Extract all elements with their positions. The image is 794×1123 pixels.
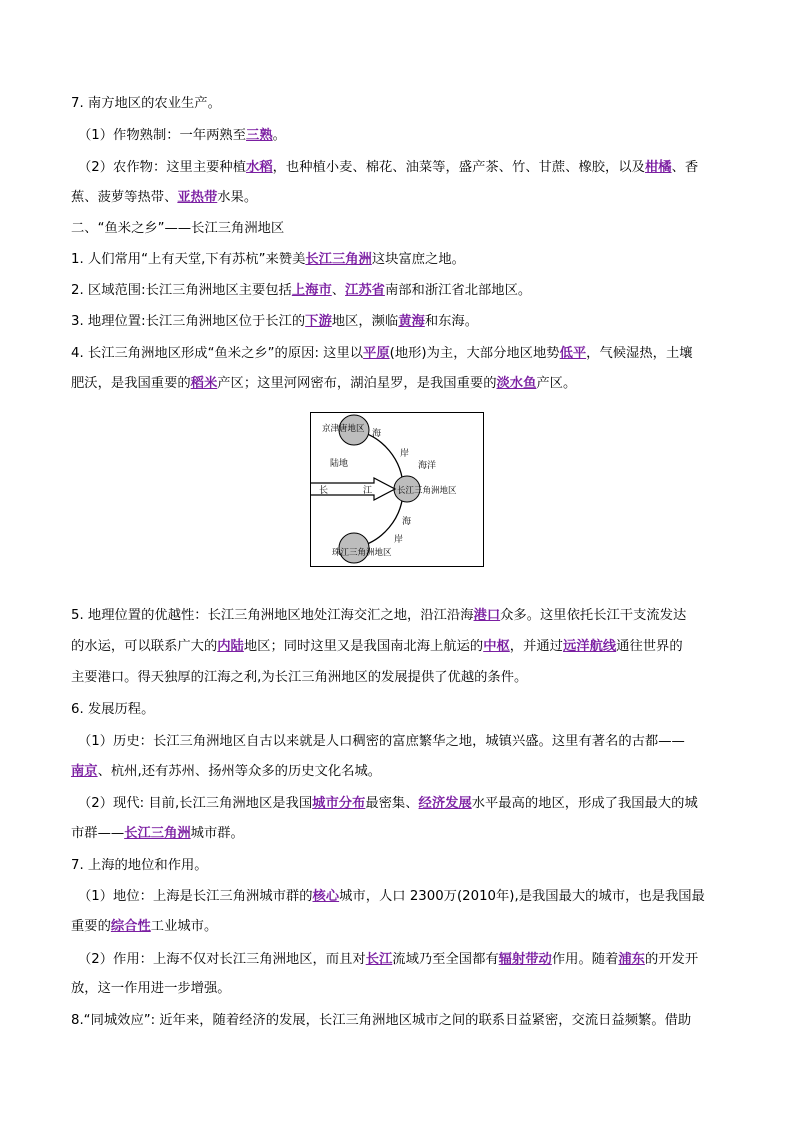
text-segment: 的开发开: [644, 952, 699, 967]
label-ocean: 海洋: [418, 461, 437, 471]
text-line: [71, 637, 726, 657]
text-line: [71, 344, 726, 364]
answer-keyword: 长江: [365, 952, 393, 967]
text-segment: 最密集、: [365, 796, 419, 811]
text-segment: (地形)为主，大部分地区地势: [389, 346, 560, 361]
text-segment: 6. 发展历程。: [71, 702, 155, 717]
answer-keyword: 水稻: [246, 160, 273, 175]
text-segment: 众多。这里依托长江干支流发达: [500, 608, 687, 623]
label-an1: 岸: [400, 449, 410, 459]
answer-keyword: 远洋航线: [562, 639, 617, 654]
text-segment: 市群——: [71, 826, 125, 841]
text-segment: （2）现代: 目前,长江三角洲地区是我国: [78, 796, 313, 811]
text-segment: 蕉、菠萝等热带、: [71, 190, 178, 205]
text-line: [71, 700, 726, 720]
answer-keyword: 长江三角洲: [305, 252, 372, 267]
answer-keyword: 亚热带: [177, 190, 218, 205]
label-delta: 长江三角洲地区: [397, 486, 457, 496]
text-line: [71, 668, 726, 688]
answer-keyword: 低平: [559, 346, 587, 361]
text-segment: 7. 上海的地位和作用。: [71, 858, 208, 873]
text-line: [71, 606, 726, 626]
label-an2: 岸: [394, 535, 404, 545]
text-line: [71, 1011, 726, 1031]
label-hai1: 海: [372, 429, 382, 439]
text-segment: 的水运，可以联系广大的: [71, 639, 218, 654]
text-line: [78, 158, 733, 178]
answer-keyword: 长江三角洲: [124, 826, 191, 841]
text-segment: 工业城市。: [150, 919, 218, 934]
label-hai2: 海: [402, 517, 412, 527]
text-line: [78, 950, 733, 970]
text-segment: 放，这一作用进一步增强。: [71, 981, 231, 996]
text-segment: 重要的: [71, 919, 111, 934]
text-segment: （1）历史：长江三角洲地区自古以来就是人口稠密的富庶繁华之地，城镇兴盛。这里有著名的古都——: [78, 734, 685, 749]
answer-keyword: 中枢: [483, 639, 510, 654]
label-jiang: 江: [363, 486, 373, 496]
text-segment: 地区，濒临: [331, 314, 399, 329]
text-line: [71, 824, 726, 844]
text-segment: 作用。随着: [551, 952, 619, 967]
text-segment: （1）地位：上海是长江三角洲城市群的: [78, 889, 313, 904]
text-segment: 1. 人们常用“上有天堂,下有苏杭”来赞美: [71, 252, 306, 267]
text-line: [71, 250, 726, 270]
text-line: [71, 188, 726, 208]
answer-keyword: 稻米: [190, 376, 218, 391]
text-line: [71, 281, 726, 301]
text-line: [71, 856, 726, 876]
text-segment: 水平最高的地区，形成了我国最大的城: [471, 796, 698, 811]
label-land: 陆地: [330, 459, 349, 469]
text-line: [71, 219, 726, 239]
answer-keyword: 内陆: [217, 639, 244, 654]
text-segment: ，也种植小麦、棉花、油菜等，盛产茶、竹、甘蔗、橡胶，以及: [272, 160, 645, 175]
text-segment: 2. 区域范围:长江三角洲地区主要包括: [71, 283, 292, 298]
text-line: [78, 794, 733, 814]
answer-keyword: 综合性: [110, 919, 151, 934]
text-segment: 和东海。: [424, 314, 479, 329]
text-segment: 水果。: [217, 190, 258, 205]
text-line: [71, 979, 726, 999]
answer-keyword: 辐射带动: [498, 952, 552, 967]
text-segment: 8.“同城效应”: 近年来，随着经济的发展，长江三角洲地区城市之间的联系日益紧密，交流日益频繁。借助: [71, 1013, 692, 1028]
text-segment: 主要港口。得天独厚的江海之利,为长江三角洲地区的发展提供了优越的条件。: [71, 670, 528, 685]
text-line: [71, 312, 726, 332]
answer-keyword: 平原: [363, 346, 390, 361]
text-segment: 4. 长江三角洲地区形成“鱼米之乡”的原因: 这里以: [71, 346, 364, 361]
text-segment: 地区；同时这里又是我国南北海上航运的: [243, 639, 484, 654]
text-segment: （1）作物熟制：一年两熟至: [78, 128, 247, 143]
text-segment: ，并通过: [509, 639, 563, 654]
text-segment: （2）农作物：这里主要种植: [78, 160, 247, 175]
answer-keyword: 经济发展: [418, 796, 472, 811]
text-segment: 流域乃至全国都有: [392, 952, 499, 967]
text-segment: 二、“鱼米之乡”——长江三角洲地区: [71, 221, 285, 236]
text-segment: 产区。: [536, 376, 577, 391]
answer-keyword: 三熟: [246, 128, 273, 143]
geography-diagram: [310, 412, 484, 567]
text-line: [78, 126, 733, 146]
text-segment: 、: [331, 283, 346, 298]
text-segment: 、杭州,还有苏州、扬州等众多的历史文化名城。: [97, 764, 382, 779]
text-segment: 城市，人口 2300万(2010年),是我国最大的城市，也是我国最: [339, 889, 705, 904]
text-line: [71, 762, 726, 782]
text-segment: 5. 地理位置的优越性：长江三角洲地区地处江海交汇之地，沿江沿海: [71, 608, 474, 623]
answer-keyword: 下游: [305, 314, 332, 329]
label-chang: 长: [319, 486, 329, 496]
text-segment: 城市群。: [190, 826, 244, 841]
answer-keyword: 江苏省: [345, 283, 385, 298]
answer-keyword: 上海市: [291, 283, 332, 298]
text-segment: 南部和浙江省北部地区。: [384, 283, 532, 298]
text-segment: 产区；这里河网密布，湖泊星罗，是我国重要的: [217, 376, 497, 391]
answer-keyword: 浦东: [618, 952, 645, 967]
text-line: [71, 374, 726, 394]
label-zhujiang: 珠江三角洲地区: [332, 548, 392, 558]
text-segment: 7. 南方地区的农业生产。: [71, 96, 221, 111]
text-segment: 、香: [671, 160, 699, 175]
text-segment: 肥沃，是我国重要的: [71, 376, 191, 391]
text-line: [78, 732, 733, 752]
answer-keyword: 淡水鱼: [496, 376, 537, 391]
text-segment: 3. 地理位置:长江三角洲地区位于长江的: [71, 314, 306, 329]
text-segment: 这块富庶之地。: [371, 252, 465, 267]
text-line: [71, 94, 726, 114]
label-jingjin: 京津唐地区: [322, 424, 365, 434]
answer-keyword: 黄海: [398, 314, 425, 329]
answer-keyword: 南京: [71, 764, 98, 779]
text-segment: 。: [272, 128, 286, 143]
location-diagram-svg: [310, 412, 484, 567]
answer-keyword: 港口: [473, 608, 501, 623]
text-line: [71, 917, 726, 937]
answer-keyword: 柑橘: [644, 160, 672, 175]
text-segment: ，气候湿热，土壤: [586, 346, 693, 361]
answer-keyword: 城市分布: [312, 796, 366, 811]
text-line: [78, 887, 733, 907]
text-segment: 通往世界的: [616, 639, 683, 654]
text-segment: （2）作用：上海不仅对长江三角洲地区，而且对: [78, 952, 366, 967]
answer-keyword: 核心: [312, 889, 340, 904]
